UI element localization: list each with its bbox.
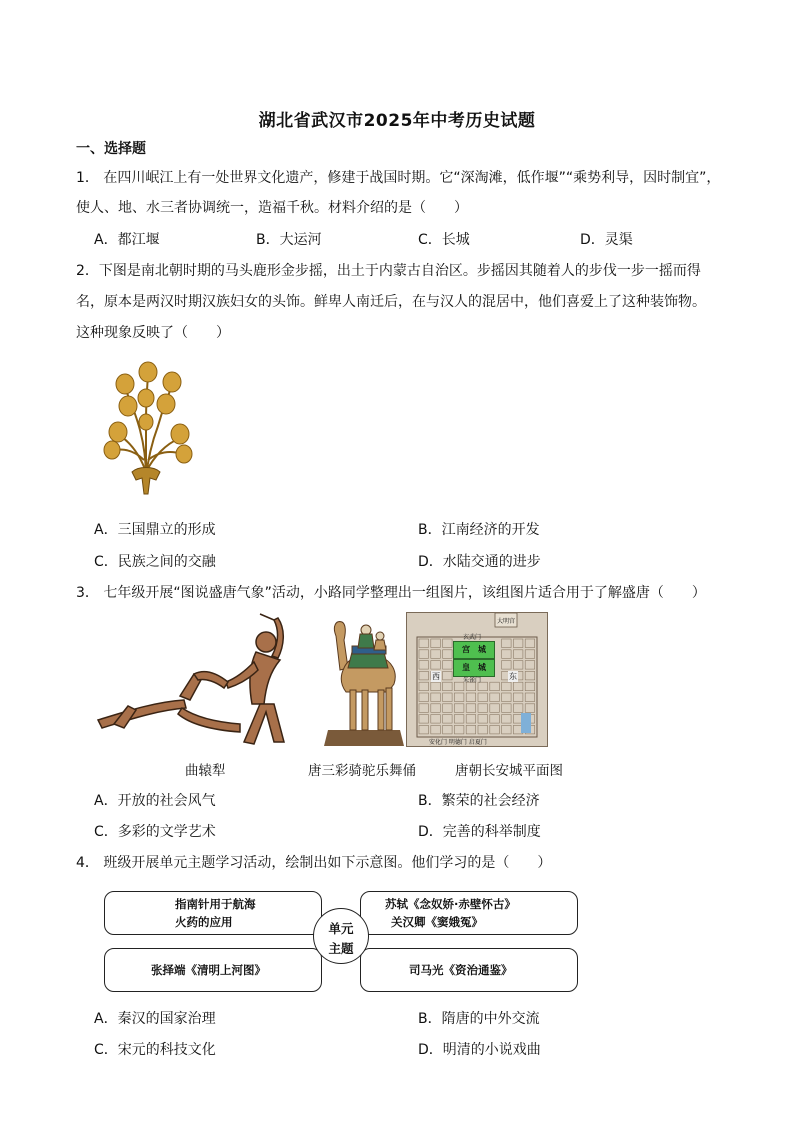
box-science-line1: 指南针用于航海 — [175, 897, 256, 911]
changan-city-map — [406, 612, 548, 747]
q3-option-d[interactable]: D．完善的科举制度 — [418, 824, 541, 840]
zhuque-gate-label: 朱雀门 — [463, 677, 482, 684]
map-ward-block — [419, 682, 429, 691]
map-ward-block — [419, 715, 429, 724]
map-ward-block — [525, 682, 535, 691]
map-ward-block — [454, 704, 464, 713]
map-ward-block — [431, 725, 441, 734]
map-ward-block — [419, 639, 429, 648]
east-market-label: 东 — [509, 672, 517, 681]
q1-option-b[interactable]: B．大运河 — [256, 232, 322, 248]
map-ward-block — [513, 682, 523, 691]
q2-option-c[interactable]: C．民族之间的交融 — [94, 554, 216, 570]
map-ward-block — [443, 682, 453, 691]
section-heading: 一、选择题 — [76, 141, 146, 157]
map-ward-block — [502, 639, 512, 648]
caption-map: 唐朝长安城平面图 — [455, 763, 563, 779]
daming-palace-label: 大明宫 — [497, 618, 516, 625]
map-ward-block — [466, 715, 476, 724]
q3-option-a[interactable]: A．开放的社会风气 — [94, 793, 216, 809]
exam-title: 湖北省武汉市2025年中考历史试题 — [258, 111, 536, 131]
q1-stem-line1: 1． 在四川岷江上有一处世界文化遗产，修建于战国时期。它“深淘滩，低作堰”“乘势利导，因时制宜”， — [76, 170, 721, 186]
center-line2: 主题 — [328, 941, 354, 956]
map-ward-block — [525, 650, 535, 659]
map-ward-block — [454, 725, 464, 734]
box-literature — [360, 891, 578, 935]
map-ward-block — [502, 693, 512, 702]
palace-city-label: 宫 城 — [453, 641, 495, 659]
map-ward-block — [419, 725, 429, 734]
q4-option-b[interactable]: B．隋唐的中外交流 — [418, 1011, 540, 1027]
map-ward-block — [431, 693, 441, 702]
map-ward-block — [443, 725, 453, 734]
box-history-book — [360, 948, 578, 992]
q3-option-b[interactable]: B．繁荣的社会经济 — [418, 793, 540, 809]
map-ward-block — [419, 661, 429, 670]
gold-buyao-image — [100, 360, 195, 495]
q3-stem-line1: 3． 七年级开展“图说盛唐气象”活动，小路同学整理出一组图片，该组图片适合用于了解盛唐（ ） — [76, 585, 706, 601]
q2-stem-line2: 名，原本是两汉时期汉族妇女的头饰。鲜卑人南迁后，在与汉人的混居中，他们喜爱上了这种装饰物。 — [76, 294, 706, 310]
map-ward-block — [419, 671, 429, 680]
map-ward-block — [419, 693, 429, 702]
map-ward-block — [490, 704, 500, 713]
caption-plough: 曲辕犁 — [185, 763, 226, 779]
q3-option-c[interactable]: C．多彩的文学艺术 — [94, 824, 216, 840]
map-ward-block — [513, 661, 523, 670]
map-ward-block — [466, 704, 476, 713]
box-literature-line2: 关汉卿《窦娥冤》 — [391, 915, 483, 929]
map-ward-block — [466, 693, 476, 702]
imperial-city-label: 皇 城 — [453, 659, 495, 677]
q2-stem-line1: 2．下图是南北朝时期的马头鹿形金步摇，出土于内蒙古自治区。步摇因其随着人的步伐一步一摇而得 — [76, 263, 701, 279]
map-ward-block — [443, 715, 453, 724]
map-ward-block — [443, 650, 453, 659]
west-market-label: 西 — [432, 672, 440, 681]
map-ward-block — [443, 639, 453, 648]
q2-option-b[interactable]: B．江南经济的开发 — [418, 522, 540, 538]
map-ward-block — [466, 725, 476, 734]
map-ward-block — [513, 693, 523, 702]
map-ward-block — [431, 682, 441, 691]
map-ward-block — [502, 650, 512, 659]
south-gates-label: 安化门 明德门 启夏门 — [429, 739, 487, 746]
q4-option-a[interactable]: A．秦汉的国家治理 — [94, 1011, 216, 1027]
curved-plough-image — [94, 612, 304, 748]
map-ward-block — [443, 704, 453, 713]
map-ward-block — [490, 725, 500, 734]
map-ward-block — [431, 661, 441, 670]
q1-option-a[interactable]: A．都江堰 — [94, 232, 160, 248]
map-ward-block — [478, 725, 488, 734]
map-ward-block — [478, 704, 488, 713]
map-ward-block — [490, 693, 500, 702]
map-ward-block — [502, 725, 512, 734]
map-ward-block — [419, 650, 429, 659]
q4-option-d[interactable]: D．明清的小说戏曲 — [418, 1042, 541, 1058]
map-ward-block — [490, 682, 500, 691]
box-science-tech — [104, 891, 322, 935]
q1-stem-line2: 使人、地、水三者协调统一，造福千秋。材料介绍的是（ ） — [76, 200, 468, 216]
map-ward-block — [443, 661, 453, 670]
q4-option-c[interactable]: C．宋元的科技文化 — [94, 1042, 216, 1058]
map-ward-block — [419, 704, 429, 713]
map-ward-block — [431, 639, 441, 648]
q1-option-d[interactable]: D．灵渠 — [580, 232, 633, 248]
map-ward-block — [478, 715, 488, 724]
box-painting-text: 张择端《清明上河图》 — [151, 963, 266, 977]
box-history-text: 司马光《资治通鉴》 — [409, 963, 513, 977]
box-science-line2: 火药的应用 — [175, 915, 233, 929]
map-ward-block — [443, 693, 453, 702]
map-ward-block — [490, 715, 500, 724]
tang-sancai-camel-image — [322, 612, 405, 746]
map-ward-block — [525, 661, 535, 670]
map-ward-block — [525, 693, 535, 702]
xuanwu-gate-label: 玄武门 — [463, 634, 482, 641]
caption-camel: 唐三彩骑驼乐舞俑 — [308, 763, 416, 779]
map-ward-block — [525, 671, 535, 680]
map-ward-block — [443, 671, 453, 680]
box-literature-line1: 苏轼《念奴娇·赤壁怀古》 — [385, 897, 516, 911]
unit-theme-circle — [313, 908, 369, 964]
map-ward-block — [431, 650, 441, 659]
q2-stem-line3: 这种现象反映了（ ） — [76, 325, 230, 341]
map-ward-block — [502, 704, 512, 713]
map-ward-block — [478, 693, 488, 702]
q1-option-c[interactable]: C．长城 — [418, 232, 470, 248]
map-ward-block — [454, 693, 464, 702]
map-ward-block — [513, 704, 523, 713]
map-ward-block — [502, 661, 512, 670]
center-line1: 单元 — [328, 921, 354, 936]
map-ward-block — [513, 650, 523, 659]
box-painting — [104, 948, 322, 992]
map-ward-block — [502, 682, 512, 691]
map-ward-block — [525, 639, 535, 648]
map-ward-block — [431, 715, 441, 724]
q4-stem-line1: 4． 班级开展单元主题学习活动，绘制出如下示意图。他们学习的是（ ） — [76, 855, 552, 871]
map-ward-block — [525, 704, 535, 713]
map-ward-block — [431, 704, 441, 713]
map-ward-block — [502, 715, 512, 724]
map-ward-block — [454, 715, 464, 724]
q2-option-d[interactable]: D．水陆交通的进步 — [418, 554, 541, 570]
map-ward-block — [513, 639, 523, 648]
q2-option-a[interactable]: A．三国鼎立的形成 — [94, 522, 216, 538]
